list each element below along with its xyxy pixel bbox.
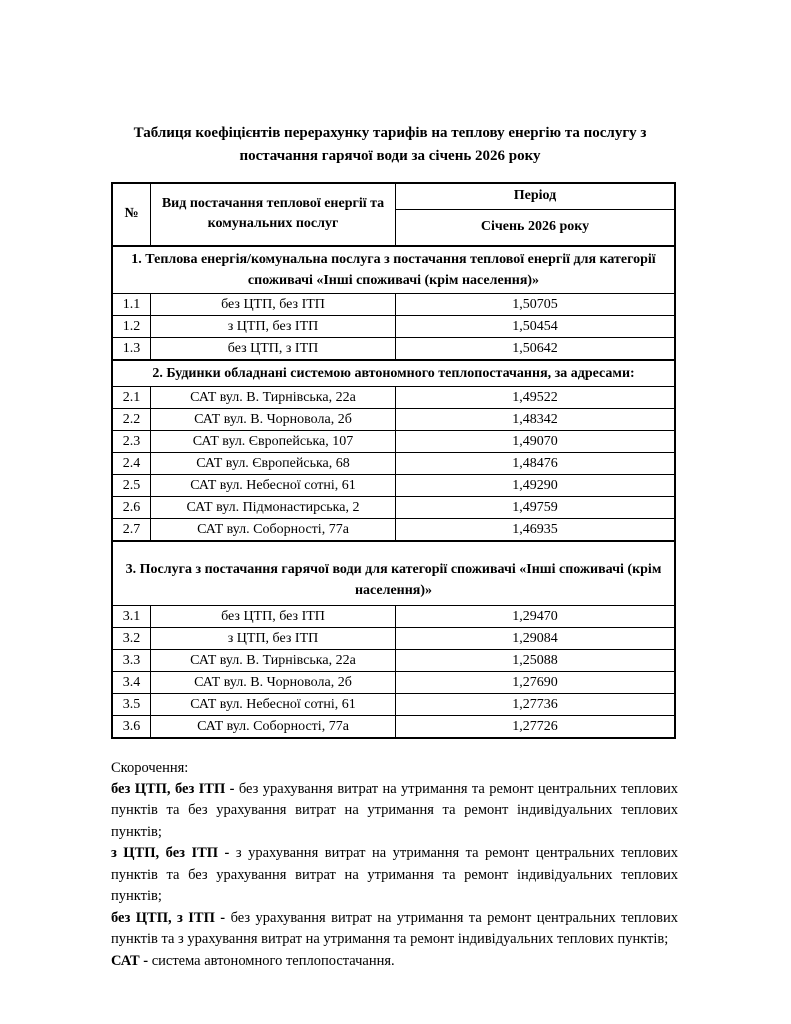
- row-number-cell: 3.6: [112, 715, 151, 738]
- abbreviation-item: [111, 908, 678, 951]
- table-row: [112, 671, 675, 693]
- column-header-number: №: [112, 183, 151, 246]
- document-content: [111, 122, 679, 972]
- abbreviation-item: [111, 843, 678, 907]
- abbreviation-term: без ЦТП, без ІТП -: [111, 780, 235, 797]
- row-type-cell: САТ вул. В. Тирнівська, 22а: [151, 649, 396, 671]
- table-row: [112, 430, 675, 452]
- abbreviation-item: [111, 951, 678, 972]
- row-number-cell: 3.4: [112, 671, 151, 693]
- row-value-cell: 1,27690: [396, 671, 676, 693]
- row-value-cell: 1,50454: [396, 315, 676, 337]
- row-value-cell: 1,48476: [396, 452, 676, 474]
- table-row: [112, 627, 675, 649]
- table-header-row-period: [112, 183, 675, 210]
- table-row: [112, 693, 675, 715]
- table-row: [112, 496, 675, 518]
- row-number-cell: 1.2: [112, 315, 151, 337]
- section-1-header-row: [112, 246, 675, 294]
- row-number-cell: 1.3: [112, 337, 151, 360]
- abbreviation-definition: без урахування витрат на утримання та ремонт центральних теплових пунктів та з урахування витрат на утримання та ремонт індивідуальних теплових пунктів;: [111, 909, 679, 948]
- row-number-cell: 3.5: [112, 693, 151, 715]
- row-number-cell: 2.2: [112, 408, 151, 430]
- row-type-cell: САТ вул. Соборності, 77а: [151, 518, 396, 541]
- row-value-cell: 1,27736: [396, 693, 676, 715]
- row-value-cell: 1,27726: [396, 715, 676, 738]
- row-value-cell: 1,49759: [396, 496, 676, 518]
- page-title: [111, 122, 669, 169]
- section-3-title: 3. Послуга з постачання гарячої води для категорії споживачі «Інші споживачі (крім населення)»: [112, 541, 675, 606]
- row-type-cell: без ЦТП, без ІТП: [151, 605, 396, 627]
- table-row: [112, 605, 675, 627]
- table-row: [112, 649, 675, 671]
- row-number-cell: 3.2: [112, 627, 151, 649]
- row-value-cell: 1,46935: [396, 518, 676, 541]
- row-number-cell: 2.6: [112, 496, 151, 518]
- row-type-cell: САТ вул. В. Тирнівська, 22а: [151, 386, 396, 408]
- row-number-cell: 3.1: [112, 605, 151, 627]
- abbreviation-term: САТ -: [111, 952, 149, 969]
- table-row: [112, 408, 675, 430]
- table-row: [112, 386, 675, 408]
- row-type-cell: з ЦТП, без ІТП: [151, 627, 396, 649]
- tariff-coefficients-table: [111, 182, 676, 739]
- table-row: [112, 452, 675, 474]
- row-type-cell: САТ вул. В. Чорновола, 2б: [151, 671, 396, 693]
- table-row: [112, 315, 675, 337]
- abbreviation-term: з ЦТП, без ІТП -: [111, 845, 230, 862]
- section-2-title: 2. Будинки обладнані системою автономного теплопостачання, за адресами:: [112, 360, 675, 387]
- row-value-cell: 1,29470: [396, 605, 676, 627]
- row-type-cell: без ЦТП, без ІТП: [151, 293, 396, 315]
- row-number-cell: 2.4: [112, 452, 151, 474]
- page-title-line-2: постачання гарячої води за січень 2026 року: [239, 148, 541, 165]
- row-type-cell: САТ вул. Небесної сотні, 61: [151, 693, 396, 715]
- row-value-cell: 1,49290: [396, 474, 676, 496]
- section-2-header-row: [112, 360, 675, 387]
- table-row: [112, 337, 675, 360]
- row-value-cell: 1,49522: [396, 386, 676, 408]
- table-row: [112, 518, 675, 541]
- row-value-cell: 1,50705: [396, 293, 676, 315]
- row-type-cell: САТ вул. Європейська, 68: [151, 452, 396, 474]
- row-number-cell: 2.7: [112, 518, 151, 541]
- abbreviations-heading: Скорочення:: [111, 759, 189, 776]
- row-type-cell: з ЦТП, без ІТП: [151, 315, 396, 337]
- row-type-cell: без ЦТП, з ІТП: [151, 337, 396, 360]
- row-type-cell: САТ вул. Підмонастирська, 2: [151, 496, 396, 518]
- row-value-cell: 1,25088: [396, 649, 676, 671]
- row-type-cell: САТ вул. Європейська, 107: [151, 430, 396, 452]
- row-type-cell: САТ вул. В. Чорновола, 2б: [151, 408, 396, 430]
- row-number-cell: 3.3: [112, 649, 151, 671]
- section-1-title: 1. Теплова енергія/комунальна послуга з постачання теплової енергії для категорії споживачі «Інші споживачі (крім населення)»: [112, 246, 675, 294]
- abbreviation-definition: з урахування витрат на утримання та ремонт центральних теплових пунктів та без урахування витрат на утримання та ремонт індивідуальних теплових пунктів;: [111, 845, 678, 905]
- section-3-header-row: [112, 541, 675, 606]
- abbreviations-block: [111, 758, 678, 973]
- column-header-month: Січень 2026 року: [396, 209, 676, 246]
- abbreviation-definition: без урахування витрат на утримання та ремонт центральних теплових пунктів та без урахування витрат на утримання та ремонт індивідуальних теплових пунктів;: [111, 780, 679, 840]
- row-value-cell: 1,29084: [396, 627, 676, 649]
- abbreviation-term: без ЦТП, з ІТП -: [111, 909, 226, 926]
- abbreviation-definition: система автономного теплопостачання.: [151, 952, 395, 969]
- row-number-cell: 1.1: [112, 293, 151, 315]
- row-number-cell: 2.5: [112, 474, 151, 496]
- row-value-cell: 1,50642: [396, 337, 676, 360]
- row-value-cell: 1,49070: [396, 430, 676, 452]
- table-row: [112, 293, 675, 315]
- row-value-cell: 1,48342: [396, 408, 676, 430]
- abbreviation-item: [111, 779, 678, 843]
- row-type-cell: САТ вул. Небесної сотні, 61: [151, 474, 396, 496]
- row-number-cell: 2.3: [112, 430, 151, 452]
- column-header-service-type: Вид постачання теплової енергії та комунальних послуг: [151, 183, 396, 246]
- column-header-period: Період: [396, 183, 676, 210]
- table-row: [112, 474, 675, 496]
- row-type-cell: САТ вул. Соборності, 77а: [151, 715, 396, 738]
- page-title-line-1: Таблиця коефіцієнтів перерахунку тарифів на теплову енергію та послугу з: [133, 125, 647, 141]
- row-number-cell: 2.1: [112, 386, 151, 408]
- table-row: [112, 715, 675, 738]
